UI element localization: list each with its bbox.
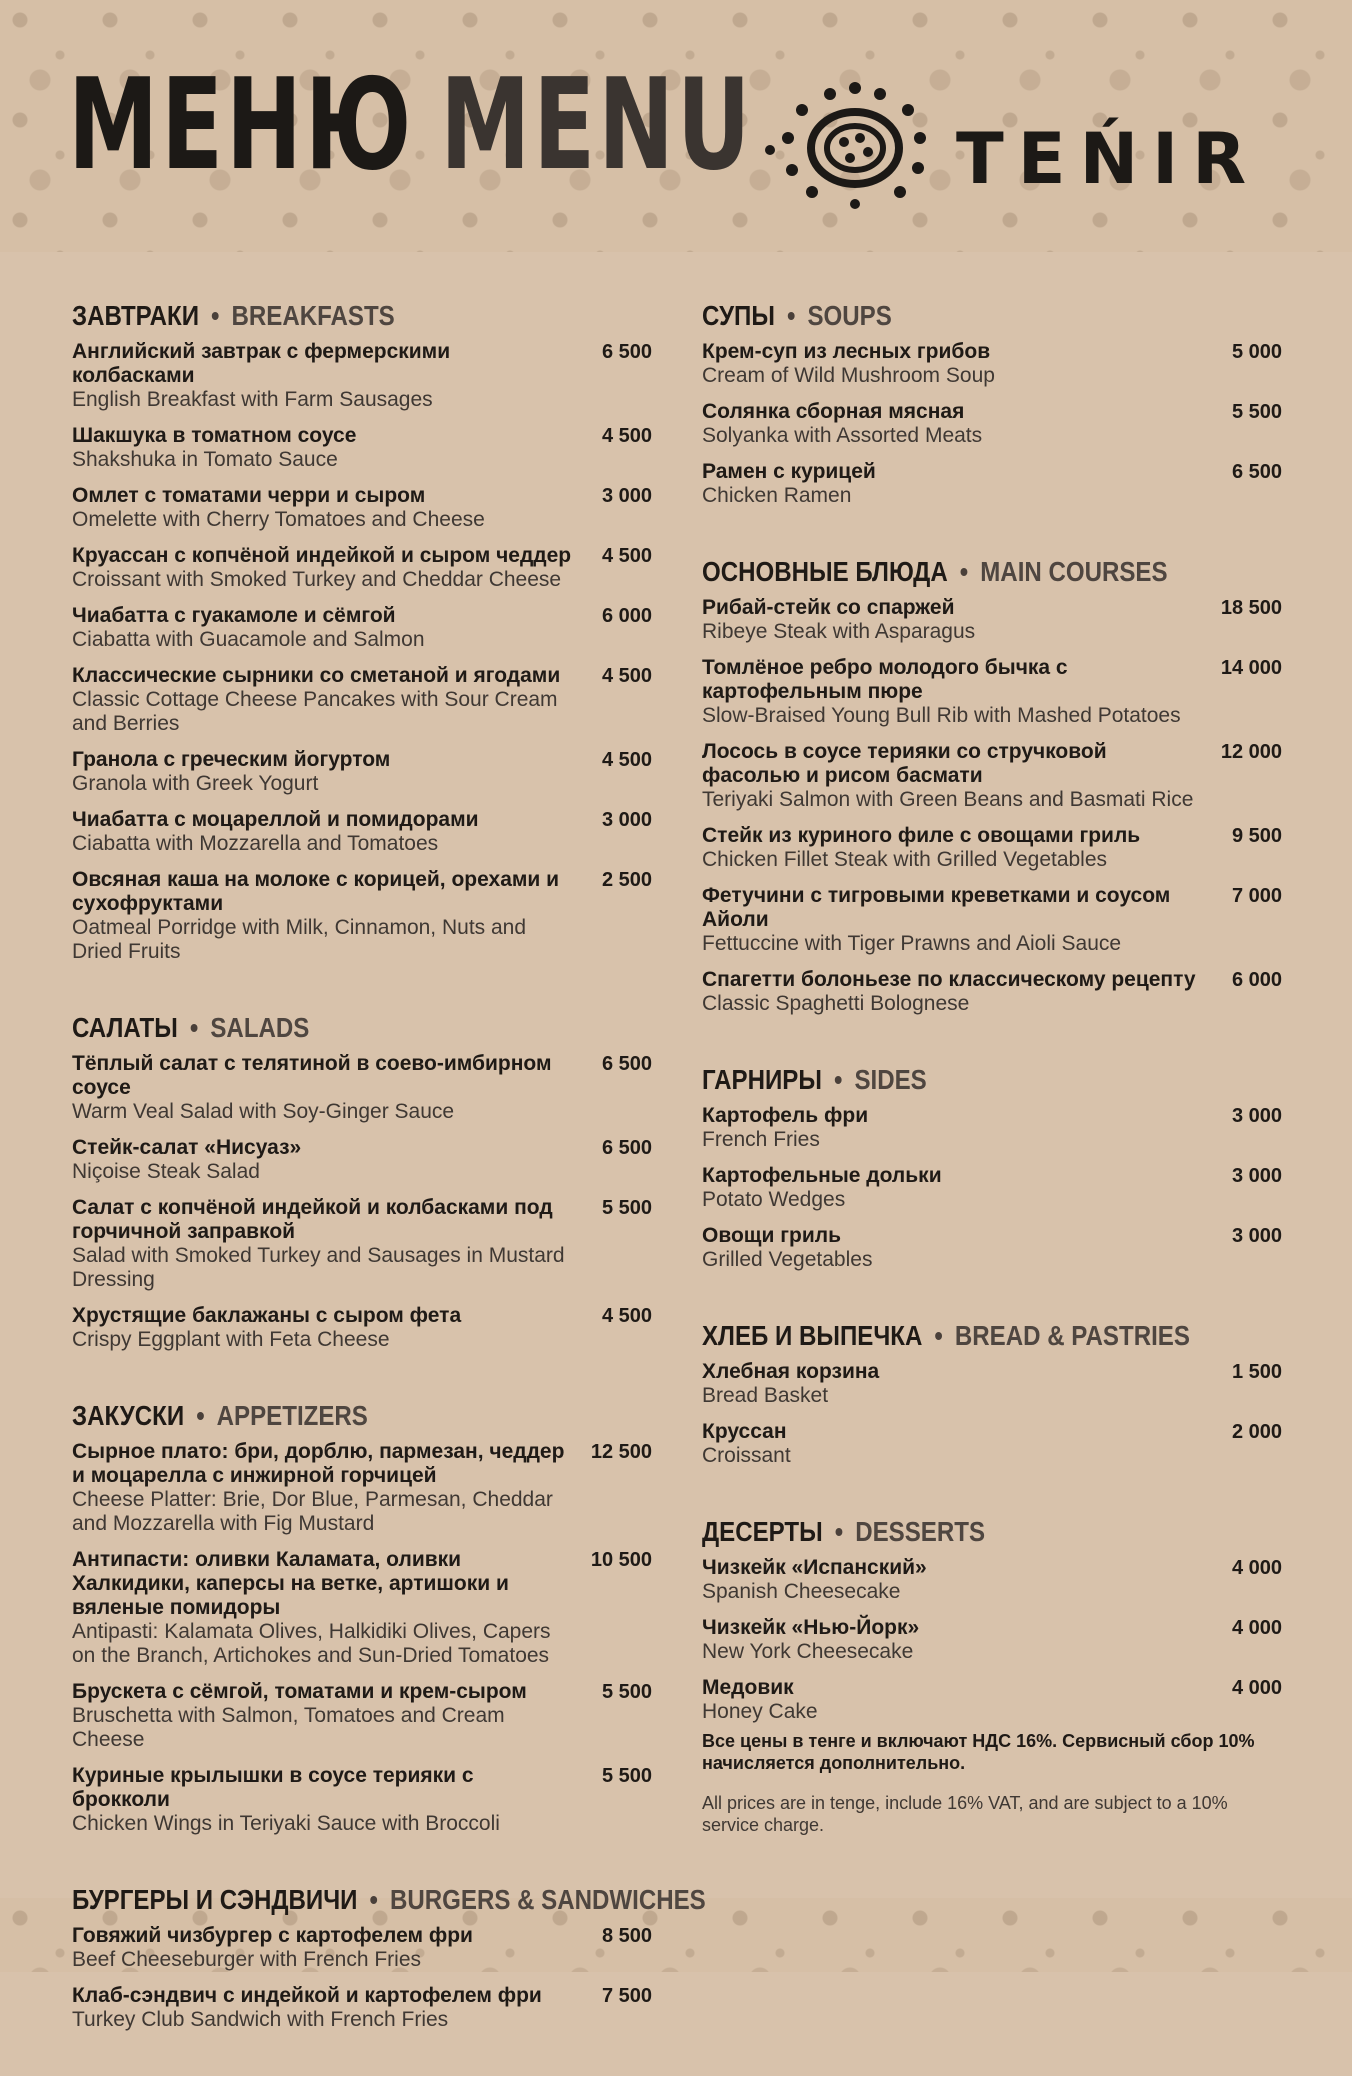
section-heading-ru: ГАРНИРЫ [702, 1064, 822, 1095]
section-heading-ru: СУПЫ [702, 300, 775, 331]
dish-name-ru: Фетучини с тигровыми креветками и соусом Айоли [702, 884, 1171, 931]
section-heading-en: SIDES [854, 1064, 927, 1095]
dish-price: 4 000 [1231, 1557, 1282, 1579]
dish-price: 5 000 [1231, 341, 1282, 363]
menu-section [702, 1060, 1282, 1272]
dish-name-ru: Рамен с курицей [702, 460, 876, 483]
menu-item-names [72, 1052, 572, 1124]
section-heading [72, 1396, 571, 1436]
menu-section [72, 1008, 652, 1352]
dish-name-ru: Стейк-салат «Нисуаз» [72, 1136, 302, 1159]
dish-price: 3 000 [601, 485, 652, 507]
menu-item-names [702, 1104, 1202, 1152]
dish-name-en: Warm Veal Salad with Soy-Ginger Sauce [72, 1100, 455, 1123]
menu-item [72, 544, 652, 592]
menu-item-names [72, 1680, 572, 1752]
dish-name-en: Bread Basket [702, 1384, 829, 1407]
section-heading-en: BREAKFASTS [231, 300, 395, 331]
price-note-en: All prices are in tenge, include 16% VAT, and are subject to a 10% service charge. [702, 1793, 1228, 1835]
dish-price: 4 500 [601, 1305, 652, 1327]
menu-item-names [72, 748, 572, 796]
dish-name-ru: Чиабатта с моцареллой и помидорами [72, 808, 479, 831]
dish-price: 3 000 [601, 809, 652, 831]
dish-name-ru: Говяжий чизбургер с картофелем фри [72, 1924, 473, 1947]
dish-name-en: Chicken Fillet Steak with Grilled Vegetables [702, 848, 1108, 871]
menu-item-names [702, 656, 1202, 728]
menu-item-names [702, 740, 1202, 812]
section-heading [702, 1316, 1201, 1356]
bullet-separator: • [189, 1012, 199, 1043]
menu-item [702, 1676, 1282, 1724]
menu-item-names [702, 400, 1202, 448]
menu-item-names [702, 824, 1202, 872]
dish-name-ru: Круассан с копчёной индейкой и сыром чеддер [72, 544, 572, 567]
dish-price: 2 000 [1231, 1421, 1282, 1443]
menu-item [702, 1164, 1282, 1212]
menu-item-names [702, 1676, 1202, 1724]
menu-title-ru: МЕНЮ [68, 51, 415, 198]
dish-name-en: Omelette with Cherry Tomatoes and Cheese [72, 508, 485, 531]
dish-name-en: Slow-Braised Young Bull Rib with Mashed Potatoes [702, 704, 1181, 727]
menu-item [72, 1052, 652, 1124]
dish-price: 5 500 [601, 1681, 652, 1703]
menu-item-names [702, 1164, 1202, 1212]
bullet-separator: • [934, 1320, 943, 1351]
dish-price: 4 500 [601, 425, 652, 447]
menu-item-names [72, 1196, 572, 1292]
dish-price: 7 500 [601, 1985, 652, 2007]
dish-name-ru: Хрустящие баклажаны с сыром фета [72, 1304, 462, 1327]
menu-item [72, 1196, 652, 1292]
section-heading-en: BREAD & PASTRIES [954, 1320, 1190, 1351]
menu-column-right [702, 296, 1282, 1768]
menu-item-names [72, 424, 572, 472]
dish-name-ru: Лосось в соусе терияки со стручковой фасолью и рисом басмати [702, 740, 1107, 787]
menu-item-names [72, 340, 572, 412]
menu-item-names [72, 1440, 572, 1536]
menu-item-names [702, 1224, 1202, 1272]
dish-name-en: Ciabatta with Guacamole and Salmon [72, 628, 425, 651]
bullet-separator: • [834, 1516, 844, 1547]
menu-item [72, 1548, 652, 1668]
menu-item-names [72, 544, 572, 592]
dish-name-en: Turkey Club Sandwich with French Fries [72, 2008, 449, 2031]
dish-price: 14 000 [1220, 657, 1282, 679]
menu-item-names [72, 1924, 572, 1972]
menu-item-names [702, 968, 1202, 1016]
menu-column-left [72, 296, 706, 2076]
dish-price: 4 500 [601, 545, 652, 567]
dish-name-en: Antipasti: Kalamata Olives, Halkidiki Olives, Capers on the Branch, Artichokes and Sun-Dried Tomatoes [72, 1620, 551, 1667]
dish-name-en: Classic Cottage Cheese Pancakes with Sour Cream and Berries [72, 688, 558, 735]
menu-item [702, 340, 1282, 388]
brand-name: TEŃIR [956, 118, 1261, 200]
dish-price: 6 500 [601, 1137, 652, 1159]
section-heading [72, 1008, 571, 1048]
menu-item-names [702, 1616, 1202, 1664]
dish-name-ru: Спагетти болоньезе по классическому рецепту [702, 968, 1196, 991]
section-heading-ru: ОСНОВНЫЕ БЛЮДА [702, 556, 948, 587]
dish-price: 6 000 [601, 605, 652, 627]
dish-price: 3 000 [1231, 1105, 1282, 1127]
dish-price: 3 000 [1231, 1165, 1282, 1187]
dish-name-ru: Рибай-стейк со спаржей [702, 596, 955, 619]
dish-name-ru: Медовик [702, 1676, 794, 1699]
dish-name-en: Ciabatta with Mozzarella and Tomatoes [72, 832, 439, 855]
menu-title [68, 51, 754, 198]
dish-name-ru: Овощи гриль [702, 1224, 841, 1247]
menu-item [72, 868, 652, 964]
dish-name-en: Cream of Wild Mushroom Soup [702, 364, 995, 387]
section-heading [702, 552, 1201, 592]
menu-item [702, 884, 1282, 956]
menu-item [72, 1440, 652, 1536]
dish-name-en: New York Cheesecake [702, 1640, 914, 1663]
dish-name-ru: Шакшука в томатном соусе [72, 424, 357, 447]
dish-name-en: English Breakfast with Farm Sausages [72, 388, 433, 411]
dish-price: 6 500 [1231, 461, 1282, 483]
dish-price: 12 500 [590, 1441, 652, 1463]
dish-name-ru: Стейк из куриного филе с овощами гриль [702, 824, 1141, 847]
dish-name-en: Spanish Cheesecake [702, 1580, 901, 1603]
section-heading-en: BURGERS & SANDWICHES [389, 1884, 706, 1915]
dish-name-en: Cheese Platter: Brie, Dor Blue, Parmesan, Cheddar and Mozzarella with Fig Mustard [72, 1488, 553, 1535]
dish-name-en: Oatmeal Porridge with Milk, Cinnamon, Nuts and Dried Fruits [72, 916, 527, 963]
dish-price: 6 000 [1231, 969, 1282, 991]
dish-name-en: Beef Cheeseburger with French Fries [72, 1948, 421, 1971]
dish-name-ru: Томлёное ребро молодого бычка с картофельным пюре [702, 656, 1068, 703]
dish-price: 6 500 [601, 341, 652, 363]
dish-name-en: Granola with Greek Yogurt [72, 772, 319, 795]
menu-item [72, 1764, 652, 1836]
dish-price: 5 500 [1231, 401, 1282, 423]
bullet-separator: • [833, 1064, 843, 1095]
menu-item [72, 484, 652, 532]
menu-item-names [702, 1360, 1202, 1408]
dish-name-en: Chicken Ramen [702, 484, 852, 507]
menu-item-names [72, 484, 572, 532]
menu-item [702, 596, 1282, 644]
dish-name-ru: Тёплый салат с телятиной в соево-имбирном соусе [72, 1052, 552, 1099]
menu-item-names [72, 1764, 572, 1836]
menu-item [702, 460, 1282, 508]
section-heading-ru: ЗАКУСКИ [72, 1400, 185, 1431]
dish-name-ru: Куриные крылышки в соусе терияки с брокколи [72, 1764, 474, 1811]
price-note [702, 1730, 1262, 1836]
menu-title-en: MENU [440, 51, 754, 198]
dish-price: 4 000 [1231, 1617, 1282, 1639]
section-heading [72, 296, 571, 336]
dish-name-ru: Антипасти: оливки Каламата, оливки Халкидики, каперсы на ветке, артишоки и вяленые помидоры [72, 1548, 509, 1619]
section-heading-en: SALADS [210, 1012, 310, 1043]
menu-item-names [72, 808, 572, 856]
menu-item [72, 1680, 652, 1752]
section-heading-en: SOUPS [807, 300, 892, 331]
menu-item [702, 968, 1282, 1016]
dish-name-ru: Классические сырники со сметаной и ягодами [72, 664, 561, 687]
dish-name-en: Niçoise Steak Salad [72, 1160, 260, 1183]
dish-name-ru: Чизкейк «Нью-Йорк» [702, 1616, 920, 1639]
dish-price: 10 500 [590, 1549, 652, 1571]
menu-item-names [72, 1136, 572, 1184]
bullet-separator: • [196, 1400, 205, 1431]
dish-name-en: Croissant with Smoked Turkey and Cheddar Cheese [72, 568, 562, 591]
menu-section [72, 296, 652, 964]
section-heading [702, 296, 1201, 336]
menu-item [702, 740, 1282, 812]
menu-item [702, 824, 1282, 872]
dish-price: 3 000 [1231, 1225, 1282, 1247]
menu-item [702, 656, 1282, 728]
dish-price: 4 500 [601, 749, 652, 771]
dish-name-ru: Английский завтрак с фермерскими колбасками [72, 340, 451, 387]
dish-price: 7 000 [1231, 885, 1282, 907]
section-heading [702, 1060, 1201, 1100]
menu-item [72, 748, 652, 796]
menu-item [72, 1984, 652, 2032]
bullet-separator: • [211, 300, 220, 331]
menu-item-names [702, 884, 1202, 956]
menu-section [72, 1880, 706, 2032]
dish-name-ru: Солянка сборная мясная [702, 400, 965, 423]
section-heading-ru: ХЛЕБ И ВЫПЕЧКА [702, 1320, 923, 1351]
section-heading-ru: ДЕСЕРТЫ [702, 1516, 823, 1547]
dish-name-en: Grilled Vegetables [702, 1248, 873, 1271]
menu-item [702, 1224, 1282, 1272]
dish-name-en: Crispy Eggplant with Feta Cheese [72, 1328, 390, 1351]
dish-name-ru: Крем-суп из лесных грибов [702, 340, 991, 363]
menu-item-names [702, 460, 1202, 508]
menu-item [72, 340, 652, 412]
section-heading-ru: САЛАТЫ [72, 1012, 178, 1043]
dish-name-ru: Чиабатта с гуакамоле и сёмгой [72, 604, 396, 627]
bullet-separator: • [786, 300, 796, 331]
menu-item-names [702, 1556, 1202, 1604]
dish-name-en: Teriyaki Salmon with Green Beans and Basmati Rice [702, 788, 1194, 811]
dish-name-ru: Овсяная каша на молоке с корицей, орехами и сухофруктами [72, 868, 560, 915]
dish-price: 2 500 [601, 869, 652, 891]
dish-name-en: Potato Wedges [702, 1188, 846, 1211]
dish-price: 4 500 [601, 665, 652, 687]
dish-price: 12 000 [1220, 741, 1282, 763]
section-heading-en: DESSERTS [855, 1516, 986, 1547]
dish-name-ru: Салат с копчёной индейкой и колбасками под горчичной заправкой [72, 1196, 553, 1243]
dish-price: 18 500 [1220, 597, 1282, 619]
menu-item [72, 1136, 652, 1184]
dish-name-en: Bruschetta with Salmon, Tomatoes and Cream Cheese [72, 1704, 505, 1751]
menu-item-names [72, 1548, 572, 1668]
brand-logo [760, 80, 1300, 210]
menu-item [702, 1556, 1282, 1604]
menu-item-names [702, 340, 1202, 388]
dish-name-ru: Картофельные дольки [702, 1164, 942, 1187]
dish-price: 5 500 [601, 1765, 652, 1787]
dish-name-en: Solyanka with Assorted Meats [702, 424, 983, 447]
dish-name-en: Ribeye Steak with Asparagus [702, 620, 976, 643]
menu-section [702, 1316, 1282, 1468]
menu-item [72, 664, 652, 736]
dish-name-ru: Картофель фри [702, 1104, 869, 1127]
dish-price: 6 500 [601, 1053, 652, 1075]
menu-item [702, 1420, 1282, 1468]
dish-name-ru: Круссан [702, 1420, 787, 1443]
menu-item [702, 1360, 1282, 1408]
section-heading-ru: БУРГЕРЫ И СЭНДВИЧИ [72, 1884, 358, 1915]
menu-item-names [72, 604, 572, 652]
menu-item-names [702, 1420, 1202, 1468]
dish-name-ru: Клаб-сэндвич с индейкой и картофелем фри [72, 1984, 542, 2007]
menu-section [702, 552, 1282, 1016]
menu-item [72, 1924, 652, 1972]
menu-item [72, 604, 652, 652]
menu-item [72, 1304, 652, 1352]
menu-item [72, 808, 652, 856]
section-heading [72, 1880, 706, 1920]
dish-name-ru: Хлебная корзина [702, 1360, 880, 1383]
dish-price: 8 500 [601, 1925, 652, 1947]
dish-name-ru: Брускета с сёмгой, томатами и крем-сыром [72, 1680, 527, 1703]
dish-name-en: Fettuccine with Tiger Prawns and Aioli Sauce [702, 932, 1122, 955]
dish-name-ru: Чизкейк «Испанский» [702, 1556, 927, 1579]
menu-item-names [72, 664, 572, 736]
menu-item [72, 424, 652, 472]
bullet-separator: • [959, 556, 969, 587]
dish-name-en: Honey Cake [702, 1700, 818, 1723]
dish-price: 1 500 [1231, 1361, 1282, 1383]
bullet-separator: • [369, 1884, 378, 1915]
menu-item [702, 1616, 1282, 1664]
dish-name-en: Shakshuka in Tomato Sauce [72, 448, 338, 471]
menu-section [72, 1396, 652, 1836]
dish-price: 5 500 [601, 1197, 652, 1219]
section-heading-en: APPETIZERS [216, 1400, 368, 1431]
menu-section [702, 1512, 1282, 1724]
menu-item-names [702, 596, 1202, 644]
price-note-ru: Все цены в тенге и включают НДС 16%. Сервисный сбор 10% начисляется дополнительно. [702, 1731, 1255, 1773]
menu-item [702, 1104, 1282, 1152]
menu-item-names [72, 1304, 572, 1352]
dish-price: 9 500 [1231, 825, 1282, 847]
section-heading-ru: ЗАВТРАКИ [72, 300, 199, 331]
menu-section [702, 296, 1282, 508]
dish-name-ru: Омлет с томатами черри и сыром [72, 484, 426, 507]
dish-name-en: Classic Spaghetti Bolognese [702, 992, 970, 1015]
menu-item [702, 400, 1282, 448]
dish-name-en: French Fries [702, 1128, 820, 1151]
menu-item-names [72, 1984, 572, 2032]
dish-name-ru: Гранола с греческим йогуртом [72, 748, 391, 771]
section-heading-en: MAIN COURSES [980, 556, 1168, 587]
dish-name-ru: Сырное плато: бри, дорблю, пармезан, чеддер и моцарелла с инжирной горчицей [72, 1440, 565, 1487]
dish-name-en: Chicken Wings in Teriyaki Sauce with Broccoli [72, 1812, 500, 1835]
dish-name-en: Croissant [702, 1444, 791, 1467]
dish-price: 4 000 [1231, 1677, 1282, 1699]
dish-name-en: Salad with Smoked Turkey and Sausages in Mustard Dressing [72, 1244, 565, 1291]
spiral-sun-icon [760, 80, 950, 210]
menu-item-names [72, 868, 572, 964]
section-heading [702, 1512, 1201, 1552]
menu-header [0, 0, 1352, 252]
